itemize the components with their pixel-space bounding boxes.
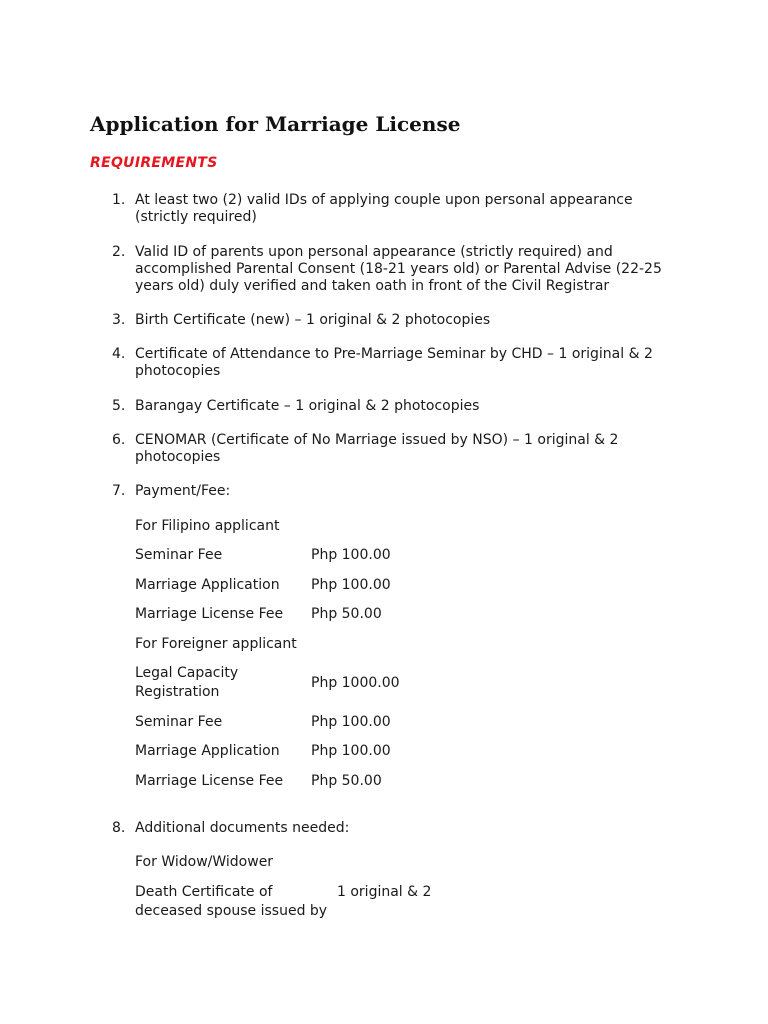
item-number: 8.	[112, 820, 126, 836]
fee-label: Seminar Fee	[135, 714, 223, 730]
fee-label: Marriage License Fee	[135, 773, 284, 789]
fee-amount: Php 50.00	[311, 606, 382, 622]
document-title: Application for Marriage License	[90, 112, 461, 136]
item-1-line-2: (strictly required)	[135, 209, 257, 225]
item-7-line-1: Payment/Fee:	[135, 483, 231, 499]
fee-label: Marriage Application	[135, 577, 280, 593]
fee-label: Seminar Fee	[135, 547, 223, 563]
item-2-line-1: Valid ID of parents upon personal appearance (strictly required) and	[135, 244, 613, 260]
filipino-applicant-heading: For Filipino applicant	[135, 518, 280, 534]
item-1-line-1: At least two (2) valid IDs of applying couple upon personal appearance	[135, 192, 633, 208]
fee-amount: Php 100.00	[311, 547, 391, 563]
item-2-line-3: years old) duly verified and taken oath in front of the Civil Registrar	[135, 278, 610, 294]
item-number: 6.	[112, 432, 126, 448]
fee-amount: Php 50.00	[311, 773, 382, 789]
item-3-line-1: Birth Certificate (new) – 1 original & 2 photocopies	[135, 312, 491, 328]
death-certificate-line-2: deceased spouse issued by	[135, 903, 328, 919]
fee-label: Marriage Application	[135, 743, 280, 759]
fee-amount: Php 100.00	[311, 577, 391, 593]
item-number: 3.	[112, 312, 126, 328]
foreigner-applicant-heading: For Foreigner applicant	[135, 636, 297, 652]
item-number: 2.	[112, 244, 126, 260]
fee-amount: Php 1000.00	[311, 675, 400, 691]
fee-amount: Php 100.00	[311, 714, 391, 730]
fee-label-line-2: Registration	[135, 684, 220, 700]
death-certificate-copies: 1 original & 2	[337, 884, 432, 900]
widow-heading: For Widow/Widower	[135, 854, 274, 870]
item-number: 5.	[112, 398, 126, 414]
item-4-line-1: Certificate of Attendance to Pre-Marriage Seminar by CHD – 1 original & 2	[135, 346, 653, 362]
item-4-line-2: photocopies	[135, 363, 221, 379]
item-5-line-1: Barangay Certificate – 1 original & 2 photocopies	[135, 398, 480, 414]
item-2-line-2: accomplished Parental Consent (18-21 years old) or Parental Advise (22-25	[135, 261, 662, 277]
item-number: 7.	[112, 483, 126, 499]
requirements-heading: REQUIREMENTS	[90, 155, 218, 171]
fee-amount: Php 100.00	[311, 743, 391, 759]
fee-label: Marriage License Fee	[135, 606, 284, 622]
item-6-line-2: photocopies	[135, 449, 221, 465]
item-number: 1.	[112, 192, 126, 208]
item-6-line-1: CENOMAR (Certificate of No Marriage issued by NSO) – 1 original & 2	[135, 432, 619, 448]
item-8-line-1: Additional documents needed:	[135, 820, 350, 836]
death-certificate-line-1: Death Certificate of	[135, 884, 273, 900]
item-number: 4.	[112, 346, 126, 362]
fee-label-line-1: Legal Capacity	[135, 665, 239, 681]
